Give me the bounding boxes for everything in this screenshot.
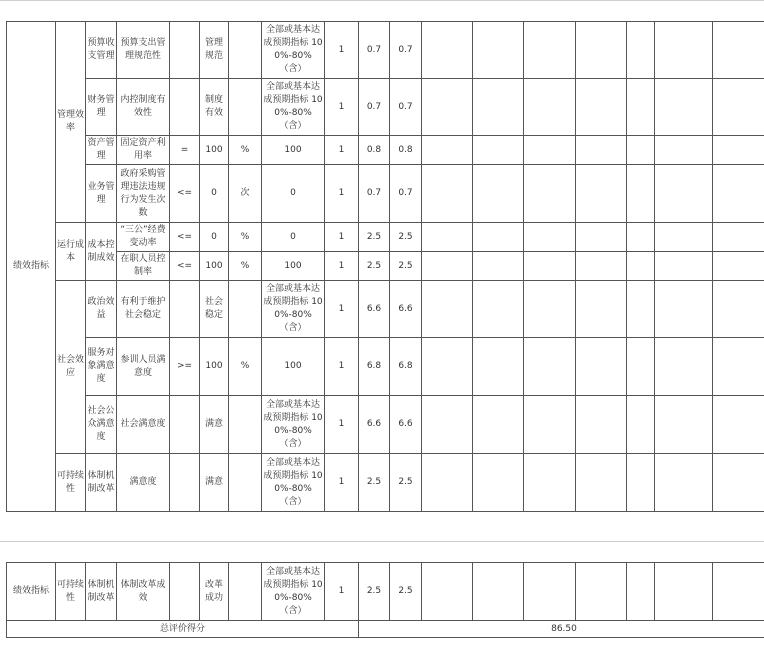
operator-cell [170,281,200,338]
l3-indicator: 成本控制成效 [86,223,117,281]
score-cell: 6.6 [359,396,390,454]
target-cell: 社会稳定 [200,281,229,338]
empty-cell [655,454,713,512]
empty-cell [473,79,524,136]
empty-cell [576,396,627,454]
empty-cell [627,79,655,136]
standard-cell: 全部或基本达成预期指标 100%-80%（含） [262,563,325,621]
standard-cell: 全部或基本达成预期指标 100%-80%（含） [262,79,325,136]
l3-indicator: 政治效益 [86,281,117,338]
score-cell: 6.6 [390,396,422,454]
score-cell: 2.5 [390,223,422,252]
target-cell: 100 [200,338,229,396]
empty-cell [473,454,524,512]
empty-cell [473,563,524,621]
empty-cell [422,22,473,79]
target-cell: 管理规范 [200,22,229,79]
l3-indicator: 业务管理 [86,165,117,223]
empty-cell [524,223,576,252]
standard-cell: 100 [262,252,325,281]
weight-cell: 1 [325,396,359,454]
unit-cell: % [229,252,262,281]
empty-cell [576,563,627,621]
empty-cell [576,136,627,165]
operator-cell: >= [170,338,200,396]
score-cell: 2.5 [390,252,422,281]
target-cell: 100 [200,136,229,165]
target-cell: 100 [200,252,229,281]
score-cell: 0.7 [359,79,390,136]
operator-cell [170,79,200,136]
operator-cell: <= [170,165,200,223]
score-cell: 0.7 [359,22,390,79]
empty-cell [524,136,576,165]
empty-cell [422,223,473,252]
empty-cell [627,454,655,512]
indicator-name: 固定资产利用率 [117,136,170,165]
l3-indicator: 体制机制改革 [86,454,117,512]
empty-cell [524,22,576,79]
empty-cell [473,22,524,79]
indicator-name: 预算支出管理规范性 [117,22,170,79]
empty-cell [655,563,713,621]
operator-cell: <= [170,223,200,252]
empty-cell [524,165,576,223]
target-cell: 改革成功 [200,563,229,621]
score-cell: 0.7 [390,79,422,136]
empty-cell [422,165,473,223]
empty-cell [576,252,627,281]
unit-cell: % [229,223,262,252]
empty-cell [576,338,627,396]
standard-cell: 0 [262,223,325,252]
operator-cell: = [170,136,200,165]
empty-cell [627,252,655,281]
group-label: 运行成本 [56,223,86,281]
weight-cell: 1 [325,281,359,338]
group-label: 可持续性 [56,454,86,512]
empty-cell [422,563,473,621]
operator-cell: <= [170,252,200,281]
performance-table-page2 [6,562,764,638]
empty-cell [422,136,473,165]
empty-cell [576,79,627,136]
target-cell: 制度有效 [200,79,229,136]
score-cell: 6.8 [390,338,422,396]
score-cell: 2.5 [390,454,422,512]
score-cell: 0.8 [359,136,390,165]
empty-cell [473,281,524,338]
empty-cell [473,223,524,252]
total-score-value: 86.50 [359,621,764,638]
indicator-name: 社会满意度 [117,396,170,454]
weight-cell: 1 [325,22,359,79]
group-label: 社会效应 [56,281,86,454]
empty-cell [713,79,764,136]
target-cell: 0 [200,165,229,223]
unit-cell [229,281,262,338]
standard-cell: 全部或基本达成预期指标 100%-80%（含） [262,281,325,338]
unit-cell [229,22,262,79]
score-cell: 2.5 [359,454,390,512]
empty-cell [655,252,713,281]
empty-cell [422,281,473,338]
empty-cell [627,165,655,223]
top-category-cell: 绩效指标 [7,22,56,512]
operator-cell [170,396,200,454]
score-cell: 0.7 [359,165,390,223]
target-cell: 满意 [200,454,229,512]
l3-indicator: 体制机制改革 [86,563,117,621]
indicator-name: 在职人员控制率 [117,252,170,281]
empty-cell [422,396,473,454]
empty-cell [524,79,576,136]
empty-cell [713,396,764,454]
weight-cell: 1 [325,454,359,512]
empty-cell [655,281,713,338]
empty-cell [422,252,473,281]
total-score-label: 总评价得分 [7,621,359,638]
empty-cell [713,165,764,223]
empty-cell [473,396,524,454]
empty-cell [627,22,655,79]
empty-cell [627,338,655,396]
empty-cell [524,338,576,396]
empty-cell [713,252,764,281]
weight-cell: 1 [325,338,359,396]
target-cell: 满意 [200,396,229,454]
top-category-cell: 绩效指标 [7,563,56,621]
operator-cell [170,22,200,79]
score-cell: 6.8 [359,338,390,396]
empty-cell [576,223,627,252]
standard-cell: 全部或基本达成预期指标 100%-80%（含） [262,396,325,454]
empty-cell [422,79,473,136]
empty-cell [627,281,655,338]
empty-cell [627,136,655,165]
empty-cell [627,396,655,454]
empty-cell [627,563,655,621]
empty-cell [713,563,764,621]
standard-cell: 全部或基本达成预期指标 100%-80%（含） [262,454,325,512]
empty-cell [473,338,524,396]
empty-cell [422,454,473,512]
empty-cell [713,338,764,396]
empty-cell [655,136,713,165]
empty-cell [576,281,627,338]
score-cell: 2.5 [359,563,390,621]
weight-cell: 1 [325,79,359,136]
indicator-name: 内控制度有效性 [117,79,170,136]
empty-cell [473,252,524,281]
standard-cell: 100 [262,338,325,396]
l3-indicator: 资产管理 [86,136,117,165]
page-top-divider [0,0,764,1]
score-cell: 6.6 [390,281,422,338]
performance-table-page1 [6,21,764,512]
score-cell: 6.6 [359,281,390,338]
indicator-name: 政府采购管理违法违规行为发生次数 [117,165,170,223]
standard-cell: 全部或基本达成预期指标 100%-80%（含） [262,22,325,79]
empty-cell [524,454,576,512]
empty-cell [713,22,764,79]
empty-cell [655,79,713,136]
target-cell: 0 [200,223,229,252]
empty-cell [655,165,713,223]
standard-cell: 100 [262,136,325,165]
empty-cell [655,223,713,252]
empty-cell [627,223,655,252]
indicator-name: 满意度 [117,454,170,512]
unit-cell: 次 [229,165,262,223]
empty-cell [655,338,713,396]
unit-cell [229,454,262,512]
group-label: 管理效率 [56,22,86,223]
empty-cell [655,22,713,79]
weight-cell: 1 [325,165,359,223]
operator-cell [170,454,200,512]
weight-cell: 1 [325,136,359,165]
weight-cell: 1 [325,563,359,621]
empty-cell [713,136,764,165]
unit-cell: % [229,338,262,396]
score-cell: 0.7 [390,165,422,223]
unit-cell [229,79,262,136]
empty-cell [713,281,764,338]
weight-cell: 1 [325,252,359,281]
empty-cell [524,252,576,281]
score-cell: 2.5 [359,223,390,252]
unit-cell: % [229,136,262,165]
empty-cell [576,22,627,79]
empty-cell [473,165,524,223]
empty-cell [713,454,764,512]
score-cell: 0.7 [390,22,422,79]
indicator-name: 体制改革成效 [117,563,170,621]
score-cell: 2.5 [390,563,422,621]
empty-cell [422,338,473,396]
empty-cell [576,454,627,512]
indicator-name: 参训人员满意度 [117,338,170,396]
l3-indicator: 服务对象满意度 [86,338,117,396]
unit-cell [229,563,262,621]
empty-cell [655,396,713,454]
page-break-divider [0,541,764,542]
l3-indicator: 财务管理 [86,79,117,136]
empty-cell [576,165,627,223]
indicator-name: “三公”经费变动率 [117,223,170,252]
unit-cell [229,396,262,454]
group-label: 可持续性 [56,563,86,621]
operator-cell [170,563,200,621]
empty-cell [524,396,576,454]
empty-cell [524,281,576,338]
score-cell: 0.8 [390,136,422,165]
l3-indicator: 预算收支管理 [86,22,117,79]
empty-cell [713,223,764,252]
standard-cell: 0 [262,165,325,223]
indicator-name: 有利于维护社会稳定 [117,281,170,338]
score-cell: 2.5 [359,252,390,281]
weight-cell: 1 [325,223,359,252]
empty-cell [524,563,576,621]
empty-cell [473,136,524,165]
l3-indicator: 社会公众满意度 [86,396,117,454]
